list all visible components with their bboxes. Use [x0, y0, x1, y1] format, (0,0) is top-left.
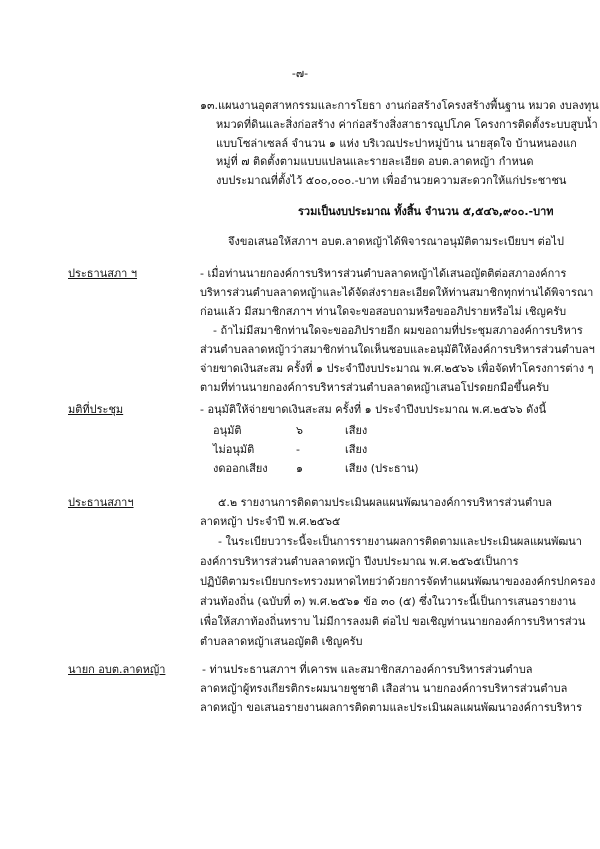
vote-count: -	[296, 443, 300, 456]
speech-line: จ่ายขาดเงินสะสม ครั้งที่ ๑ ประจำปีงบประมาณ พ.ศ.๒๕๖๖ เพื่อจัดทำโครงการต่าง ๆ	[200, 362, 594, 375]
speech-line: ตำบลลาดหญ้าเสนอญัตติ เชิญครับ	[200, 635, 363, 648]
speaker-label: ประธานสภา ฯ	[68, 267, 138, 280]
vote-label: งดออกเสียง	[213, 462, 268, 475]
agenda-item: ลาดหญ้า ประจำปี พ.ศ.๒๕๖๕	[200, 515, 341, 528]
speech-line: ส่วนตำบลลาดหญ้าว่าสมาชิกท่านใดเห็นชอบและอนุมัติให้องค์การบริหารส่วนตำบลฯ	[200, 343, 595, 356]
speaker-label: ประธานสภาฯ	[68, 496, 134, 509]
request-line: จึงขอเสนอให้สภาฯ อบต.ลาดหญ้าได้พิจารณาอนุมัติตามระเบียบฯ ต่อไป	[228, 235, 564, 248]
speech-line: เพื่อให้สภาท้องถิ่นทราบ ไม่มีการลงมติ ต่อไป ขอเชิญท่านนายกองค์การบริหารส่วน	[200, 615, 586, 628]
speech-line: - ถ้าไม่มีสมาชิกท่านใดจะขออภิปรายอีก ผมขอถามที่ประชุมสภาองค์การบริหาร	[213, 324, 583, 337]
vote-unit: เสียง (ประธาน)	[345, 462, 419, 475]
speech-line: - ท่านประธานสภาฯ ที่เคารพ และสมาชิกสภาองค์การบริหารส่วนตำบล	[202, 663, 533, 676]
speech-line: - เมื่อท่านนายกองค์การบริหารส่วนตำบลลาดหญ้าได้เสนอญัตติต่อสภาองค์การ	[200, 267, 567, 280]
vote-count: ๑	[296, 462, 303, 475]
plan-item-line: หมวดที่ดินและสิ่งก่อสร้าง ค่าก่อสร้างสิ่งสาธารณูปโภค โครงการติดตั้งระบบสูบน้ำ	[216, 118, 598, 131]
plan-item-line: แบบโซล่าเซลล์ จำนวน ๑ แห่ง บริเวณประปาหมู่บ้าน นายสุดใจ บ้านหนองแก	[216, 137, 577, 150]
vote-unit: เสียง	[345, 443, 368, 456]
vote-count: ๖	[296, 424, 303, 437]
budget-total: รวมเป็นงบประมาณ ทั้งสิ้น จำนวน ๕,๕๔๖,๙๐๐.-บาท	[298, 205, 554, 218]
speech-line: ส่วนท้องถิ่น (ฉบับที่ ๓) พ.ศ.๒๕๖๑ ข้อ ๓๐ (๕) ซึ่งในวาระนี้เป็นการเสนอรายงาน	[200, 595, 576, 608]
vote-label: อนุมัติ	[213, 424, 242, 437]
agenda-item: ๕.๒ รายงานการติดตามประเมินผลแผนพัฒนาองค์การบริหารส่วนตำบล	[218, 496, 552, 509]
plan-item-line: หมู่ที่ ๗ ติดตั้งตามแบบแปลนและรายละเอียด อบต.ลาดหญ้า กำหนด	[216, 155, 534, 168]
speech-line: ก่อนแล้ว มีสมาชิกสภาฯ ท่านใดจะขอสอบถามหรือขออภิปรายหรือไม่ เชิญครับ	[200, 305, 567, 318]
speech-line: ลาดหญ้าผู้ทรงเกียรติกระผมนายชูชาติ เสือส่าน นายกองค์การบริหารส่วนตำบล	[200, 682, 568, 695]
page-number: -๗-	[291, 67, 309, 80]
plan-item-line: ๑๓.แผนงานอุตสาหกรรมและการโยธา งานก่อสร้างโครงสร้างพื้นฐาน หมวด งบลงทุน	[200, 99, 599, 112]
speech-line: องค์การบริหารส่วนตำบลลาดหญ้า ปีงบประมาณ พ.ศ.๒๕๖๕เป็นการ	[200, 555, 519, 568]
vote-label: ไม่อนุมัติ	[213, 443, 255, 456]
speech-line: ตามที่ท่านนายกองค์การบริหารส่วนตำบลลาดหญ้าเสนอโปรดยกมือขึ้นครับ	[200, 381, 549, 394]
plan-item-line: งบประมาณที่ตั้งไว้ ๕๐๐,๐๐๐.-บาท เพื่ออำนวยความสะดวกให้แก่ประชาชน	[216, 174, 567, 187]
speech-line: ลาดหญ้า ขอเสนอรายงานผลการติดตามและประเมินผลแผนพัฒนาองค์การบริหาร	[200, 701, 582, 714]
speech-line: ปฏิบัติตามระเบียบกระทรวงมหาดไทยว่าด้วยการจัดทำแผนพัฒนาขององค์กรปกครอง	[200, 575, 596, 588]
speaker-label: มติที่ประชุม	[68, 403, 124, 416]
speech-line: - ในระเบียบวาระนี้จะเป็นการรายงานผลการติดตามและประเมินผลแผนพัฒนา	[218, 535, 582, 548]
vote-unit: เสียง	[345, 424, 368, 437]
speech-line: บริหารส่วนตำบลลาดหญ้าและได้จัดส่งรายละเอียดให้ท่านสมาชิกทุกท่านได้พิจารณา	[200, 286, 594, 299]
speaker-label: นายก อบต.ลาดหญ้า	[68, 663, 166, 676]
resolution-line: - อนุมัติให้จ่ายขาดเงินสะสม ครั้งที่ ๑ ประจำปีงบประมาณ พ.ศ.๒๕๖๖ ดังนี้	[200, 403, 547, 416]
